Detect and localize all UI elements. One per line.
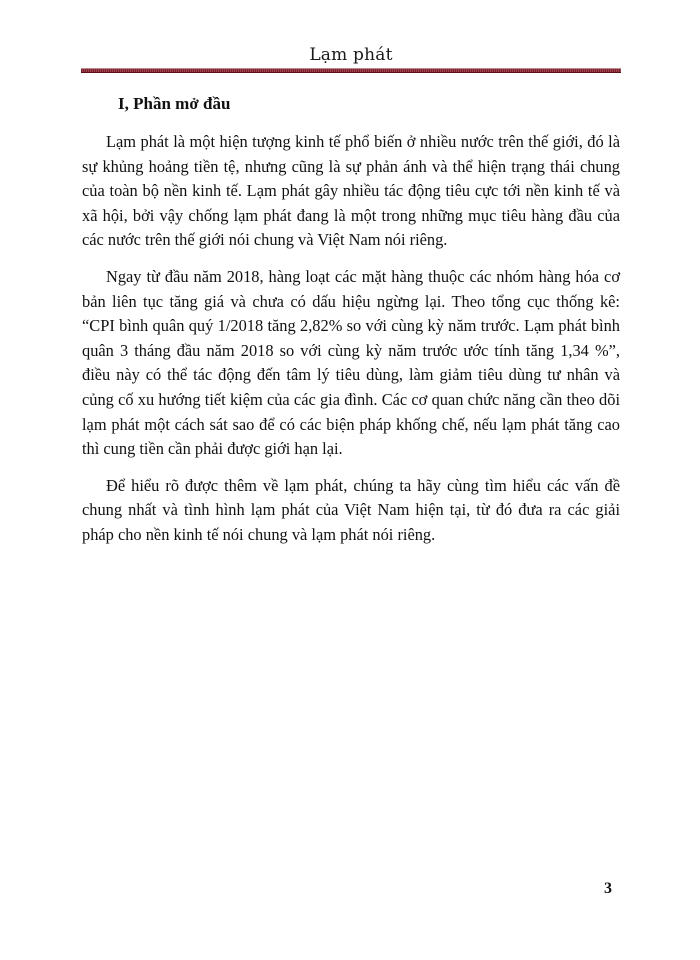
section-heading: I, Phần mở đầu — [118, 94, 231, 113]
header-rule-divider — [81, 68, 621, 73]
page-header — [81, 40, 621, 76]
paragraph-purpose: Để hiểu rõ được thêm về lạm phát, chúng ta hãy cùng tìm hiểu các vấn đề chung nhất và tình hình lạm phát của Việt Nam hiện tại, từ đó đưa ra các giải pháp cho nền kinh tế nói chung và lạm phát nói riêng. — [82, 475, 620, 544]
page-number: 3 — [604, 880, 612, 897]
page-body — [82, 92, 620, 560]
paragraph-cpi-2018: Ngay từ đầu năm 2018, hàng loạt các mặt hàng thuộc các nhóm hàng hóa cơ bản liên tục tăng giá và chưa có dấu hiệu ngừng lại. Theo tổng cục thống kê: “CPI bình quân quý 1/2018 tăng 2,82% so với cùng kỳ năm trước. Lạm phát bình quân 3 tháng đầu năm 2018 so với cùng kỳ năm trước ước tính tăng 1,34 %”, điều này có thể tác động đến tâm lý tiêu dùng, làm giảm tiêu dùng tư nhân và củng cố xu hướng tiết kiệm của các gia đình. Các cơ quan chức năng cần theo dõi lạm phát một cách sát sao để có các biện pháp khống chế, nếu lạm phát tăng cao thì cung tiền cần phải được giới hạn lại. — [82, 266, 620, 459]
paragraph-intro: Lạm phát là một hiện tượng kinh tế phổ biến ở nhiều nước trên thế giới, đó là sự khủng hoảng tiền tệ, nhưng cũng là sự phản ánh và thể hiện trạng thái chung của toàn bộ nền kinh tế. Lạm phát gây nhiều tác động tiêu cực tới nền kinh tế và xã hội, bởi vậy chống lạm phát đang là một trong những mục tiêu hàng đầu của các nước trên thế giới nói chung và Việt Nam nói riêng. — [82, 132, 620, 250]
header-title: Lạm phát — [309, 45, 393, 65]
